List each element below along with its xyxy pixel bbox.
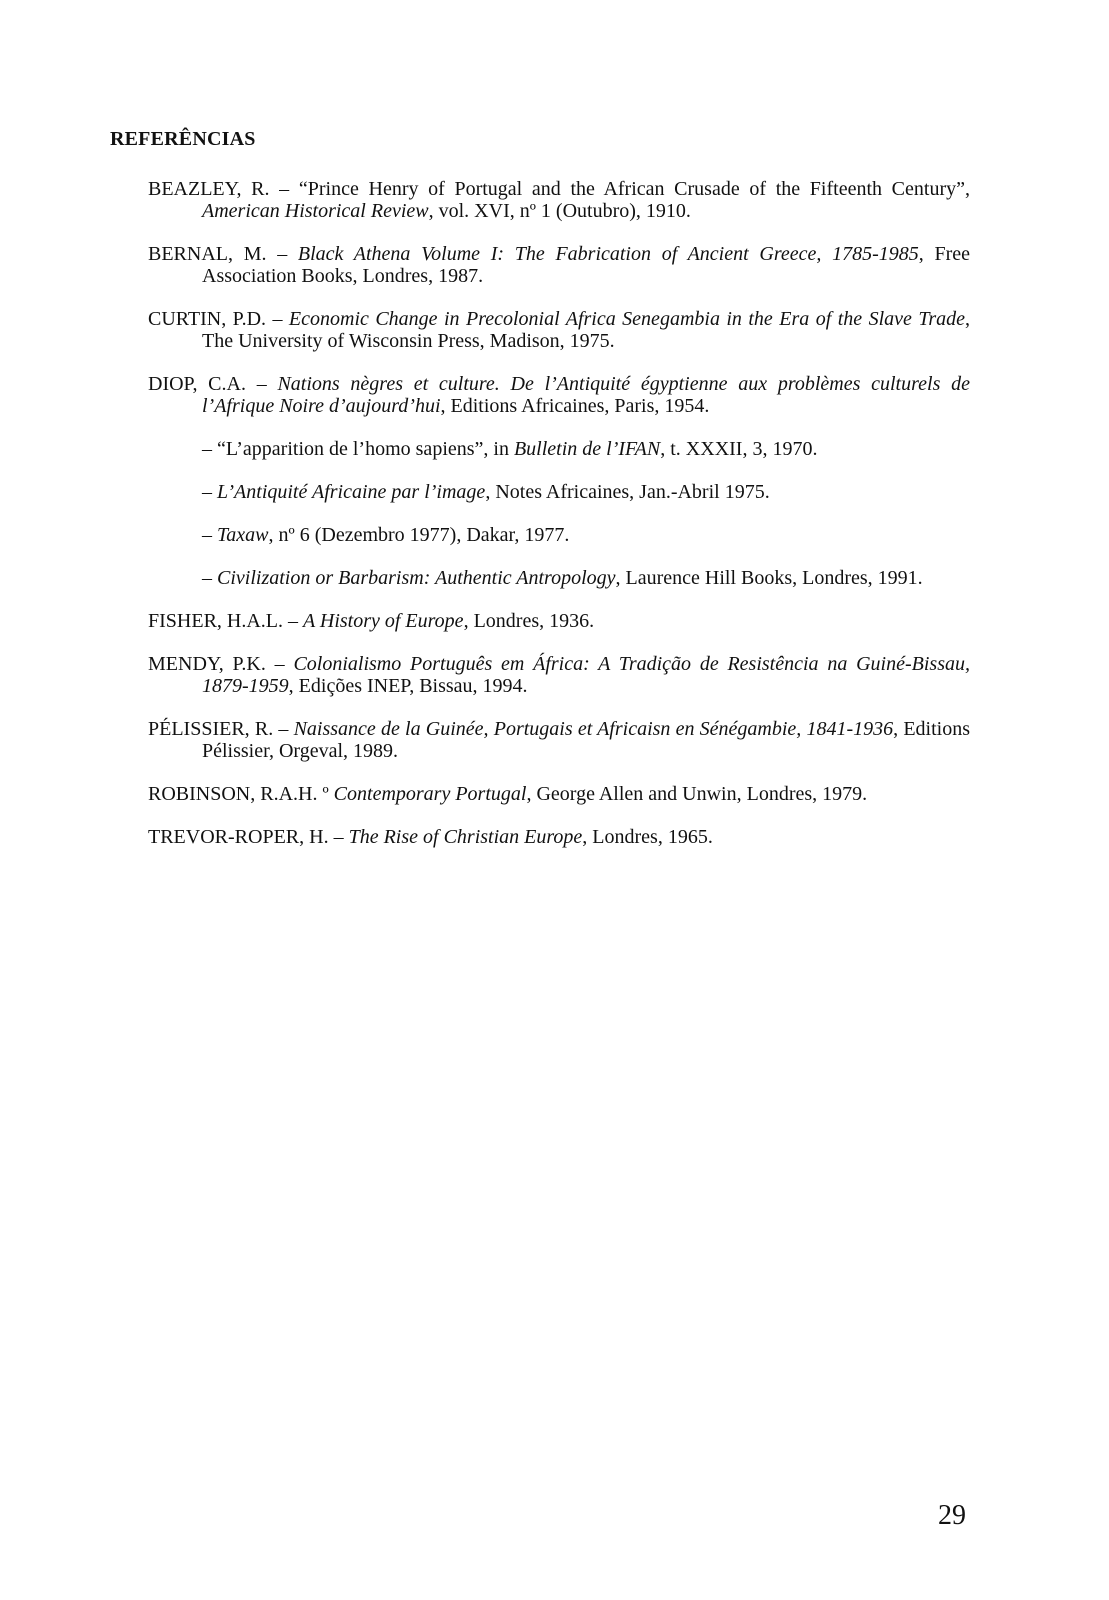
- reference-title: L’Antiquité Africaine par l’image: [217, 481, 486, 503]
- reference-author: FISHER, H.A.L. –: [148, 610, 304, 632]
- reference-author: DIOP, C.A. –: [148, 373, 278, 395]
- reference-post: , Editions Pélissier, Orgeval, 1989.: [202, 718, 971, 762]
- reference-post: , Free Association Books, Londres, 1987.: [202, 243, 970, 287]
- reference-post: , Laurence Hill Books, Londres, 1991.: [615, 567, 923, 589]
- reference-title: A History of Europe: [303, 610, 464, 632]
- reference-title: Contemporary Portugal: [333, 783, 527, 805]
- reference-entry-trevor-roper: [148, 826, 970, 848]
- reference-entry-diop-1977: [202, 524, 970, 546]
- reference-post: , t. XXXII, 3, 1970.: [660, 438, 818, 460]
- reference-post: , Notes Africaines, Jan.-Abril 1975.: [485, 481, 770, 503]
- reference-pre: – “L’apparition de l’homo sapiens”, in: [202, 438, 514, 460]
- reference-author: BEAZLEY, R. –: [148, 178, 299, 200]
- reference-author: CURTIN, P.D. –: [148, 308, 289, 330]
- reference-entry-diop: [148, 373, 970, 417]
- reference-title: Black Athena Volume I: The Fabrication of Ancient Greece, 1785-1985: [297, 243, 919, 265]
- reference-post: , Londres, 1936.: [463, 610, 595, 632]
- reference-author: PÉLISSIER, R. –: [148, 718, 294, 740]
- reference-list: [148, 178, 970, 869]
- reference-title: Colonialismo Português em África: A Tradição de Resistência na Guiné-Bissau, 1879-1959: [202, 653, 970, 697]
- reference-entry-bernal: [148, 243, 970, 287]
- reference-entry-diop-1975: [202, 481, 970, 503]
- reference-entry-beazley: [148, 178, 970, 222]
- reference-entry-mendy: [148, 653, 970, 697]
- reference-post: , Editions Africaines, Paris, 1954.: [440, 395, 710, 417]
- page-number: 29: [938, 1500, 966, 1531]
- reference-entry-curtin: [148, 308, 970, 352]
- reference-author: ROBINSON, R.A.H. º: [148, 783, 334, 805]
- reference-post: , Londres, 1965.: [582, 826, 713, 848]
- reference-post: , George Allen and Unwin, Londres, 1979.: [526, 783, 868, 805]
- reference-pre: “Prince Henry of Portugal and the African Crusade of the Fifteenth Century”,: [298, 178, 970, 200]
- reference-entry-diop-1991: [202, 567, 970, 589]
- reference-title: Bulletin de l’IFAN: [513, 438, 661, 460]
- reference-pre: –: [202, 524, 217, 546]
- reference-pre: –: [202, 481, 217, 503]
- reference-post: , Edições INEP, Bissau, 1994.: [288, 675, 528, 697]
- reference-post: , vol. XVI, nº 1 (Outubro), 1910.: [428, 200, 691, 222]
- reference-post: , The University of Wisconsin Press, Madison, 1975.: [202, 308, 971, 352]
- reference-title: Naissance de la Guinée, Portugais et Africaisn en Sénégambie, 1841-1936: [293, 718, 894, 740]
- reference-author: BERNAL, M. –: [148, 243, 298, 265]
- reference-title: Civilization or Barbarism: Authentic Antropology: [217, 567, 616, 589]
- reference-title: American Historical Review: [202, 200, 429, 222]
- reference-entry-robinson: [148, 783, 970, 805]
- references-heading: REFERÊNCIAS: [110, 128, 256, 150]
- reference-entry-diop-1970: [202, 438, 970, 460]
- reference-entry-pelissier: [148, 718, 970, 762]
- reference-post: , nº 6 (Dezembro 1977), Dakar, 1977.: [268, 524, 570, 546]
- reference-title: Economic Change in Precolonial Africa Senegambia in the Era of the Slave Trade: [288, 308, 966, 330]
- reference-title: Taxaw: [217, 524, 269, 546]
- reference-pre: –: [202, 567, 217, 589]
- reference-author: MENDY, P.K. –: [148, 653, 294, 675]
- reference-author: TREVOR-ROPER, H. –: [148, 826, 349, 848]
- reference-title: The Rise of Christian Europe: [348, 826, 583, 848]
- reference-title: Nations nègres et culture. De l’Antiquité égyptienne aux problèmes culturels de l’Afrique Noire d’aujourd’hui: [202, 373, 970, 417]
- reference-entry-fisher: [148, 610, 970, 632]
